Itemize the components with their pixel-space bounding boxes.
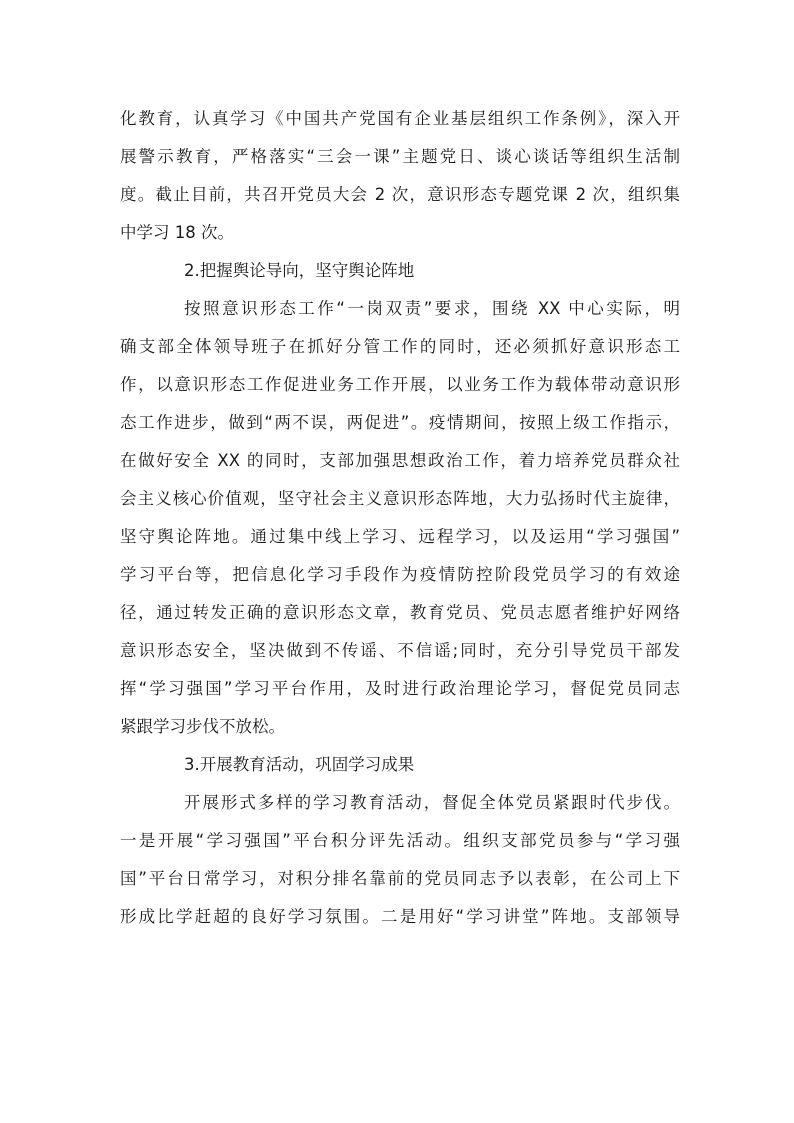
paragraph-line: 展警示教育，严格落实“三会一课”主题党日、谈心谈话等组织生活制 [120, 147, 680, 166]
paragraph-line: 中学习 18 次。 [120, 223, 234, 242]
paragraph-line: 会主义核心价值观，坚守社会主义意识形态阵地，大力弘扬时代主旋律， [120, 489, 680, 508]
paragraph-line: 径，通过转发正确的意识形态文章，教育党员、党员志愿者维护好网络 [120, 603, 680, 622]
paragraph-line: 意识形态安全，坚决做到不传谣、不信谣;同时，充分引导党员干部发 [120, 641, 680, 660]
body-paragraph [120, 784, 680, 936]
body-paragraph [120, 100, 680, 252]
paragraph-line: 度。截止目前，共召开党员大会 2 次，意识形态专题党课 2 次，组织集 [120, 185, 680, 204]
paragraph-line: 形成比学赶超的良好学习氛围。二是用好“学习讲堂”阵地。支部领导 [120, 907, 680, 926]
paragraph-line: 紧跟学习步伐不放松。 [120, 717, 285, 736]
paragraph-line: 作，以意识形态工作促进业务工作开展，以业务工作为载体带动意识形 [120, 375, 680, 394]
paragraph-line: 确支部全体领导班子在抓好分管工作的同时，还必须抓好意识形态工 [120, 337, 680, 356]
section-heading [120, 746, 680, 784]
paragraph-line: 在做好安全 XX 的同时，支部加强思想政治工作，着力培养党员群众社 [120, 451, 680, 470]
paragraph-line: 国”平台日常学习，对积分排名靠前的党员同志予以表彰，在公司上下 [120, 869, 680, 888]
paragraph-line: 一是开展“学习强国”平台积分评先活动。组织支部党员参与“学习强 [120, 831, 680, 850]
paragraph-line: 学习平台等，把信息化学习手段作为疫情防控阶段党员学习的有效途 [120, 565, 680, 584]
paragraph-line: 坚守舆论阵地。通过集中线上学习、远程学习，以及运用“学习强国” [120, 527, 680, 546]
heading-text: 2.把握舆论导向，坚守舆论阵地 [184, 261, 415, 280]
body-paragraph [120, 290, 680, 746]
section-heading [120, 252, 680, 290]
paragraph-line: 按照意识形态工作“一岗双责”要求，围绕 XX 中心实际，明 [184, 299, 680, 318]
paragraph-line: 态工作进步，做到“两不误，两促进”。疫情期间，按照上级工作指示， [120, 413, 680, 432]
paragraph-line: 化教育，认真学习《中国共产党国有企业基层组织工作条例》，深入开 [120, 109, 680, 128]
document-body [120, 100, 680, 936]
paragraph-line: 开展形式多样的学习教育活动，督促全体党员紧跟时代步伐。 [184, 793, 680, 812]
paragraph-line: 挥“学习强国”学习平台作用，及时进行政治理论学习，督促党员同志 [120, 679, 680, 698]
heading-text: 3.开展教育活动，巩固学习成果 [184, 755, 415, 774]
